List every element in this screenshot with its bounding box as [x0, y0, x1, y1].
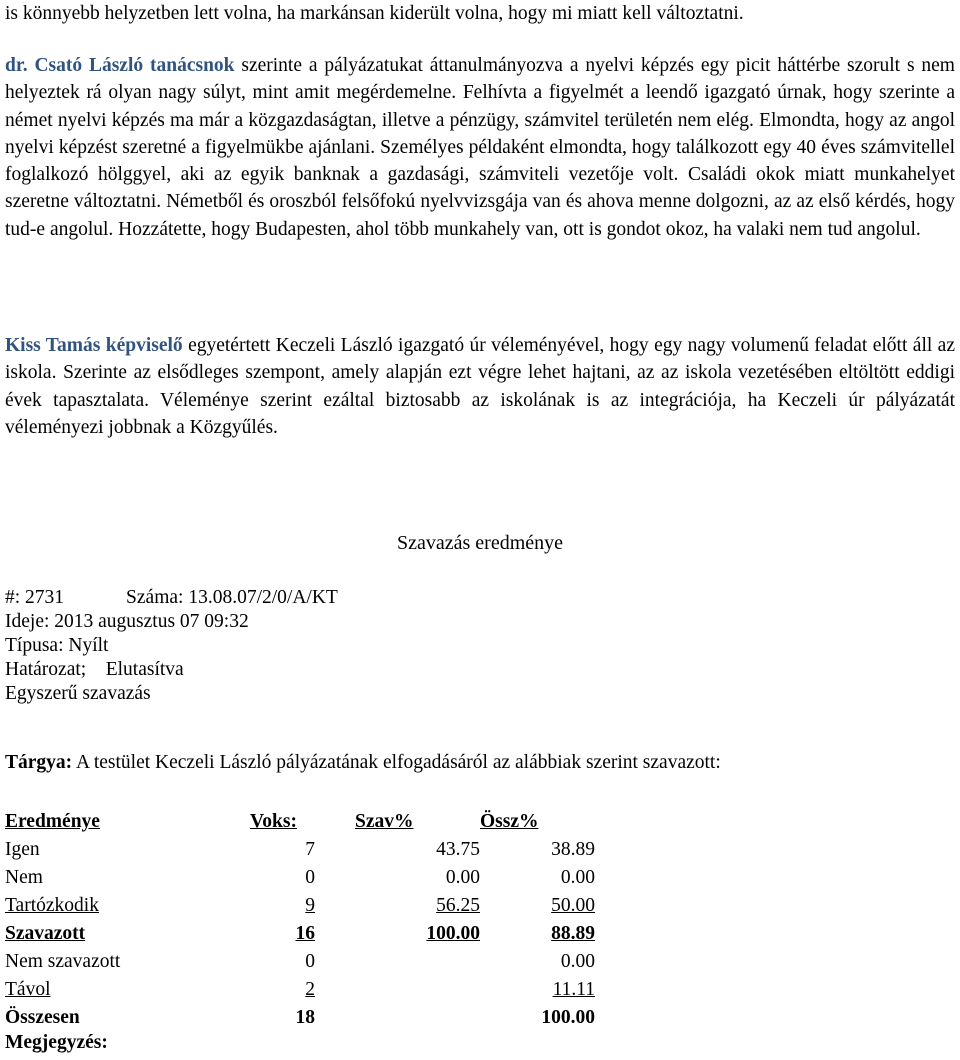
table-row: [5, 976, 595, 1004]
vote-id-line: [5, 586, 338, 610]
vote-metadata: [5, 586, 338, 706]
vote-result-title: Szavazás eredménye: [396, 532, 563, 554]
table-row: [5, 1004, 595, 1032]
csato-paragraph: [5, 52, 955, 243]
intro-paragraph: [5, 0, 955, 27]
vote-results-table: [5, 808, 595, 1032]
paragraph-text: egyetértett Keczeli László igazgató úr véleményével, hogy egy nagy volumenű feladat előtt áll az iskola. Szerinte az elsődleges szempont, amely alapján ezt végre lehet hajtani, az az iskola vezetésében eltöltött eddigi évek tapasztalata. Véleménye szerint ezáltal biztosabb az iskolának is az integrációja, ha Keczeli úr pályázatát véleményezi jobbnak a Közgyűlés.: [5, 335, 955, 438]
row-label: Szavazott: [5, 923, 86, 944]
header-total-percent: Össz%: [480, 811, 539, 832]
row-total-percent: 38.89: [551, 839, 595, 860]
row-votes: 9: [305, 895, 315, 916]
row-votes: 0: [305, 867, 315, 888]
vote-id: #: 2731: [5, 587, 65, 608]
vote-decision: Határozat; Elutasítva: [5, 659, 184, 680]
speaker-name: Kiss Tamás képviselő: [5, 335, 183, 356]
vote-date: Ideje: 2013 augusztus 07 09:32: [5, 611, 249, 632]
paragraph-text: szerinte a pályázatukat áttanulmányozva a nyelvi képzés egy picit háttérbe szorult s nem helyeztek rá olyan nagy súlyt, mint amit megérdemelne. Felhívta a figyelmét a leendő igazgató úrnak, hogy szerinte a német nyelvi képzés ma már a közgazdaságtan, illetve a pénzügy, számvitel területén nem elég. Elmondta, hogy az angol nyelvi képzést szeretné a figyelmükbe ajánlani. Személyes példaként elmondta, hogy találkozott egy 40 éves számvitellel foglalkozó hölggyel, aki az egyik banknak a gazdasági, számviteli vezetője volt. Családi okok miatt munkahelyet szeretne változtatni. Németből és oroszból felsőfokú nyelvvizsgája van és ahova menne dolgozni, az az első kérdés, hogy tud-e angolul. Hozzátette, hogy Budapesten, ahol több munkahely van, ott is gondot okoz, ha valaki nem tud angolul.: [5, 55, 955, 240]
row-votes: 16: [295, 923, 315, 944]
table-header-row: [5, 808, 595, 836]
vote-number: Száma: 13.08.07/2/0/A/KT: [126, 587, 338, 608]
table-row: [5, 920, 595, 948]
row-vote-percent: 0.00: [445, 867, 480, 888]
row-label: Nem: [5, 867, 43, 888]
intro-text: is könnyebb helyzetben lett volna, ha markánsan kiderült volna, hogy mi miatt kell változtatni.: [5, 3, 744, 24]
row-label: Távol: [5, 979, 51, 1000]
subject-text: A testület Keczeli László pályázatának elfogadásáról az alábbiak szerint szavazott:: [72, 752, 721, 773]
row-vote-percent: 56.25: [436, 895, 480, 916]
header-vote-percent: Szav%: [355, 811, 414, 832]
header-votes: Voks:: [250, 811, 297, 832]
row-total-percent: 50.00: [551, 895, 595, 916]
row-votes: 0: [305, 951, 315, 972]
table-row: [5, 948, 595, 976]
vote-mode: Egyszerű szavazás: [5, 683, 151, 704]
row-label: Tartózkodik: [5, 895, 99, 916]
speaker-name: dr. Csató László tanácsnok: [5, 55, 235, 76]
table-row: [5, 864, 595, 892]
subject-label: Tárgya:: [5, 752, 73, 773]
row-vote-percent: [315, 976, 480, 1004]
row-label: Összesen: [5, 1007, 80, 1028]
row-total-percent: 0.00: [560, 951, 595, 972]
row-votes: 2: [305, 979, 315, 1000]
table-row: [5, 836, 595, 864]
row-total-percent: 88.89: [551, 923, 595, 944]
row-vote-percent: [315, 1004, 480, 1032]
row-total-percent: 0.00: [560, 867, 595, 888]
vote-type: Típusa: Nyílt: [5, 635, 109, 656]
kiss-paragraph: [5, 332, 955, 441]
row-label: Igen: [5, 839, 40, 860]
table-row: [5, 892, 595, 920]
row-label: Nem szavazott: [5, 951, 121, 972]
row-vote-percent: [315, 948, 480, 976]
row-vote-percent: 100.00: [426, 923, 480, 944]
note-label: Megjegyzés:: [5, 1032, 108, 1053]
row-votes: 18: [295, 1007, 315, 1028]
row-total-percent: 100.00: [541, 1007, 595, 1028]
header-result: Eredménye: [5, 811, 100, 832]
vote-subject: [5, 752, 721, 774]
row-total-percent: 11.11: [552, 979, 595, 1000]
row-votes: 7: [305, 839, 315, 860]
row-vote-percent: 43.75: [436, 839, 480, 860]
